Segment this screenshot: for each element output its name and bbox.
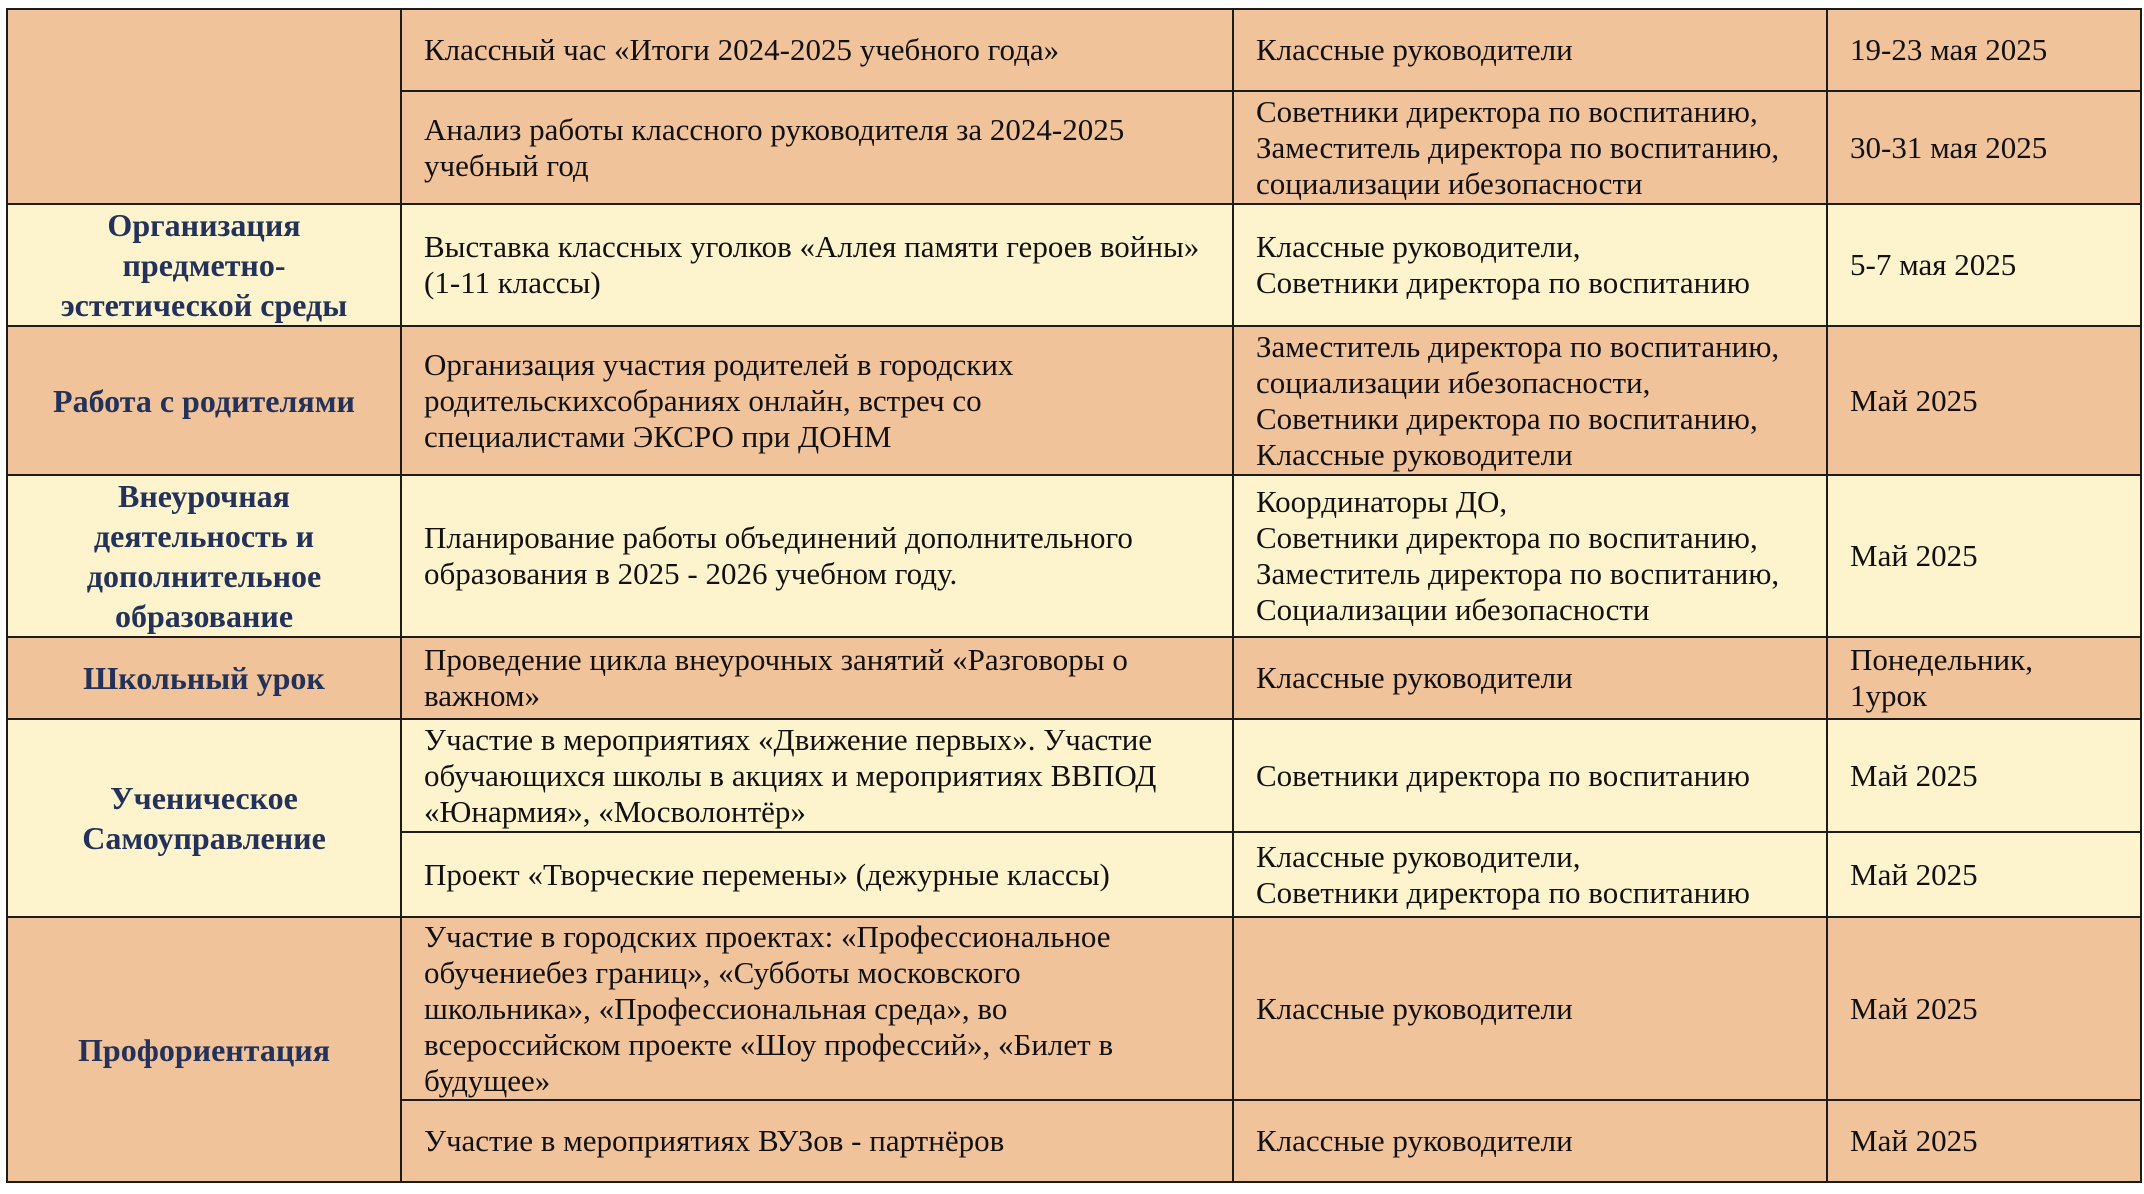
table-row [7, 9, 2141, 91]
table-row [7, 475, 2141, 637]
date-cell: Понедельник, 1урок [1827, 637, 2141, 719]
section-cell-extracurricular: Внеурочная деятельность и дополнительное образование [7, 475, 401, 637]
section-cell-homeroom [7, 9, 401, 204]
date-cell: 19-23 мая 2025 [1827, 9, 2141, 91]
table-row [7, 326, 2141, 475]
event-cell: Классный час «Итоги 2024-2025 учебного года» [401, 9, 1233, 91]
date-cell: Май 2025 [1827, 475, 2141, 637]
event-cell: Участие в мероприятиях «Движение первых». Участие обучающихся школы в акциях и мероприятиях ВВПОД «Юнармия», «Мосволонтёр» [401, 719, 1233, 832]
event-cell: Проведение цикла внеурочных занятий «Разговоры о важном» [401, 637, 1233, 719]
responsible-cell: Классные руководители [1233, 917, 1827, 1100]
event-cell: Участие в городских проектах: «Профессиональное обучениебез границ», «Субботы московского школьника», «Профессиональная среда», во всероссийском проекте «Шоу профессий», «Билет в будущее» [401, 917, 1233, 1100]
event-cell: Выставка классных уголков «Аллея памяти героев войны» (1-11 классы) [401, 204, 1233, 326]
section-cell-parents: Работа с родителями [7, 326, 401, 475]
table-row [7, 204, 2141, 326]
date-cell: 30-31 мая 2025 [1827, 91, 2141, 204]
section-cell-self-government: Ученическое Самоуправление [7, 719, 401, 917]
table-row [7, 917, 2141, 1100]
responsible-cell: Заместитель директора по воспитанию, социализации ибезопасности, Советники директора по воспитанию, Классные руководители [1233, 326, 1827, 475]
responsible-cell: Классные руководители, Советники директора по воспитанию [1233, 204, 1827, 326]
event-cell: Участие в мероприятиях ВУЗов - партнёров [401, 1100, 1233, 1182]
responsible-cell: Классные руководители [1233, 9, 1827, 91]
responsible-cell: Советники директора по воспитанию [1233, 719, 1827, 832]
responsible-cell: Классные руководители [1233, 1100, 1827, 1182]
date-cell: Май 2025 [1827, 326, 2141, 475]
event-cell: Анализ работы классного руководителя за 2024-2025 учебный год [401, 91, 1233, 204]
event-cell: Организация участия родителей в городских родительскихсобраниях онлайн, встреч со специалистами ЭКСРО при ДОНМ [401, 326, 1233, 475]
section-cell-environment: Организация предметно- эстетической среды [7, 204, 401, 326]
event-cell: Проект «Творческие перемены» (дежурные классы) [401, 832, 1233, 917]
plan-document [6, 8, 2140, 1183]
responsible-cell: Координаторы ДО, Советники директора по воспитанию, Заместитель директора по воспитанию, Социализации ибезопасности [1233, 475, 1827, 637]
responsible-cell: Классные руководители, Советники директора по воспитанию [1233, 832, 1827, 917]
date-cell: Май 2025 [1827, 1100, 2141, 1182]
section-cell-career-guidance: Профориентация [7, 917, 401, 1182]
date-cell: Май 2025 [1827, 832, 2141, 917]
events-plan-table [6, 8, 2142, 1183]
event-cell: Планирование работы объединений дополнительного образования в 2025 - 2026 учебном году. [401, 475, 1233, 637]
table-row [7, 637, 2141, 719]
date-cell: Май 2025 [1827, 917, 2141, 1100]
table-row [7, 719, 2141, 832]
responsible-cell: Советники директора по воспитанию, Заместитель директора по воспитанию, социализации ибезопасности [1233, 91, 1827, 204]
section-cell-school-lesson: Школьный урок [7, 637, 401, 719]
date-cell: 5-7 мая 2025 [1827, 204, 2141, 326]
date-cell: Май 2025 [1827, 719, 2141, 832]
responsible-cell: Классные руководители [1233, 637, 1827, 719]
